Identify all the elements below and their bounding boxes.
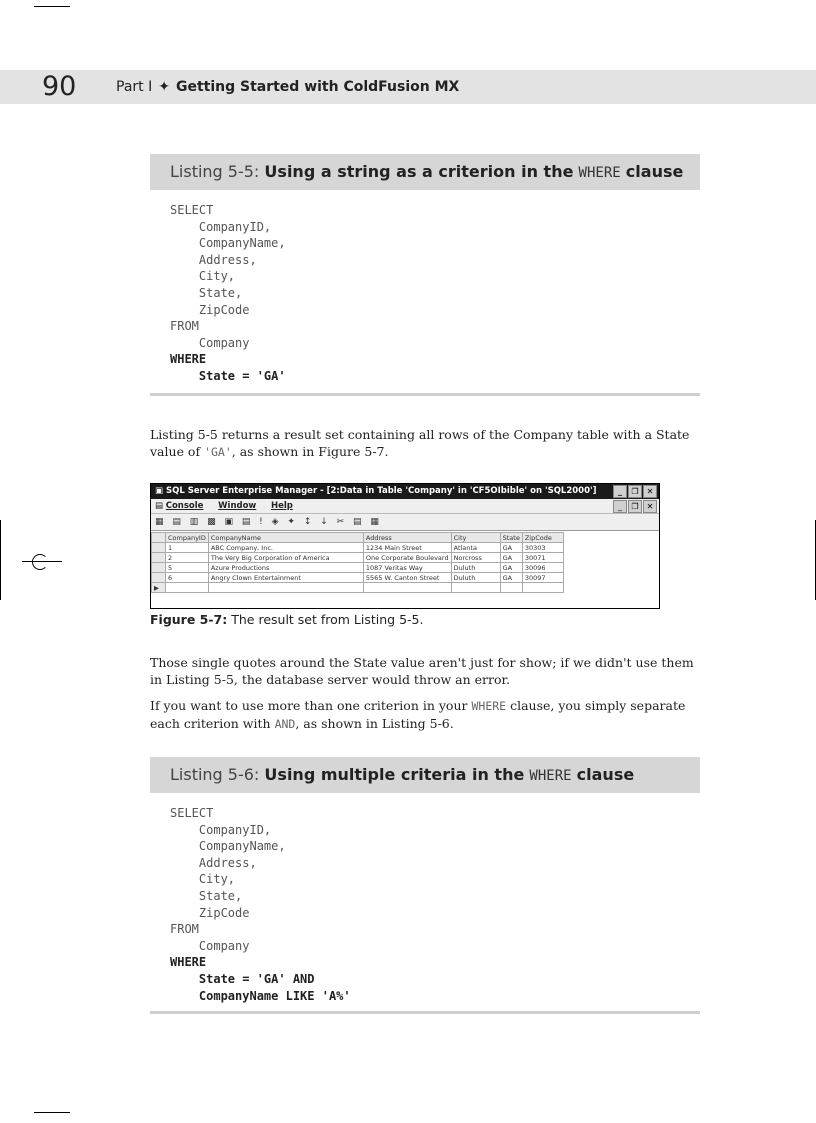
diamond-icon: ✦: [158, 79, 170, 95]
listing-title: Using multiple criteria in the: [264, 765, 525, 784]
listing-title-code: WHERE: [578, 165, 621, 181]
menu-console[interactable]: Console: [165, 501, 204, 511]
close-icon[interactable]: ✕: [643, 500, 657, 513]
column-header[interactable]: CompanyID: [166, 533, 209, 543]
toolbar: [151, 514, 659, 531]
listing-title-suffix: clause: [576, 765, 635, 784]
table-row[interactable]: 5 Azure Productions 1087 Veritas Way Duluth GA 30096: [152, 563, 564, 573]
crop-mark: [34, 1112, 70, 1113]
listing-label: Listing 5-5:: [170, 162, 260, 181]
paragraph: Listing 5-5 returns a result set containing all rows of the Company table with a State value of 'GA', as shown in Figure 5-7.: [150, 427, 690, 459]
figure-label: Figure 5-7:: [150, 612, 228, 627]
listing-end-rule: [150, 1011, 700, 1014]
part-label: Part I: [116, 79, 153, 95]
paragraph: Those single quotes around the State value aren't just for show; if we didn't use them in Listing 5-5, the database server would throw an error.: [150, 655, 694, 687]
figure-5-7-screenshot: [150, 483, 660, 609]
listing-title-code: WHERE: [529, 768, 572, 784]
column-header[interactable]: ZipCode: [522, 533, 563, 543]
listing-title: Using a string as a criterion in the: [264, 162, 574, 181]
app-icon: ▣: [155, 486, 164, 496]
table-row[interactable]: 6 Angry Clown Entertainment 5565 W. Canton Street Duluth GA 30097: [152, 573, 564, 583]
column-header[interactable]: CompanyName: [208, 533, 363, 543]
new-row-arrow-icon: ▶: [152, 583, 166, 593]
figure-caption-text: The result set from Listing 5-5.: [231, 612, 424, 627]
restore-icon[interactable]: ❐: [628, 485, 642, 498]
menu-window[interactable]: Window: [218, 501, 257, 511]
listing-5-6-code: SELECT CompanyID, CompanyName, Address, City, State, ZipCode FROM Company WHERE State = 'GA' AND CompanyName LIKE 'A%': [170, 806, 351, 1003]
listing-label: Listing 5-6:: [170, 765, 260, 784]
toolbar-icons[interactable]: ▦ ▤ ▥ ▩ ▣ ▤ ! ◈ ✦ ↕ ↓ ✂ ▤ ▦: [155, 517, 382, 527]
listing-title-suffix: clause: [625, 162, 684, 181]
listing-5-6-heading: [150, 757, 700, 793]
table-row[interactable]: 1 ABC Company, Inc. 1234 Main Street Atlanta GA 30303: [152, 543, 564, 553]
window-title: SQL Server Enterprise Manager - [2:Data in Table 'Company' in 'CF5OIbible' on 'SQL2000']: [166, 486, 597, 496]
column-header[interactable]: Address: [363, 533, 451, 543]
table-row[interactable]: 2 The Very Big Corporation of America One Corporate Boulevard Norcross GA 30071: [152, 553, 564, 563]
listing-5-5-code: SELECT CompanyID, CompanyName, Address, City, State, ZipCode FROM Company WHERE State = 'GA': [170, 203, 286, 383]
minimize-icon[interactable]: _: [613, 500, 627, 513]
menu-help[interactable]: Help: [270, 501, 293, 511]
listing-5-5-heading: [150, 154, 700, 190]
menu-bar: [151, 499, 659, 514]
registration-mark: [32, 554, 48, 570]
crop-mark: [34, 6, 70, 7]
new-row[interactable]: [152, 583, 564, 593]
column-header[interactable]: State: [500, 533, 522, 543]
chapter-title: Getting Started with ColdFusion MX: [175, 79, 460, 95]
figure-caption: [150, 612, 423, 627]
result-grid: [151, 532, 564, 593]
grid-header-row: [152, 533, 564, 543]
restore-icon[interactable]: ❐: [628, 500, 642, 513]
crop-mark: [0, 520, 1, 600]
console-icon: ▤: [155, 501, 166, 511]
column-header[interactable]: City: [451, 533, 500, 543]
crop-mark: [22, 561, 62, 562]
running-header: [116, 70, 459, 104]
minimize-icon[interactable]: _: [613, 485, 627, 498]
listing-end-rule: [150, 393, 700, 396]
close-icon[interactable]: ✕: [643, 485, 657, 498]
window-titlebar: [151, 484, 659, 499]
paragraph: If you want to use more than one criterion in your WHERE clause, you simply separate each criterion with AND, as shown in Listing 5-6.: [150, 698, 686, 731]
page-number: 90: [42, 71, 77, 102]
